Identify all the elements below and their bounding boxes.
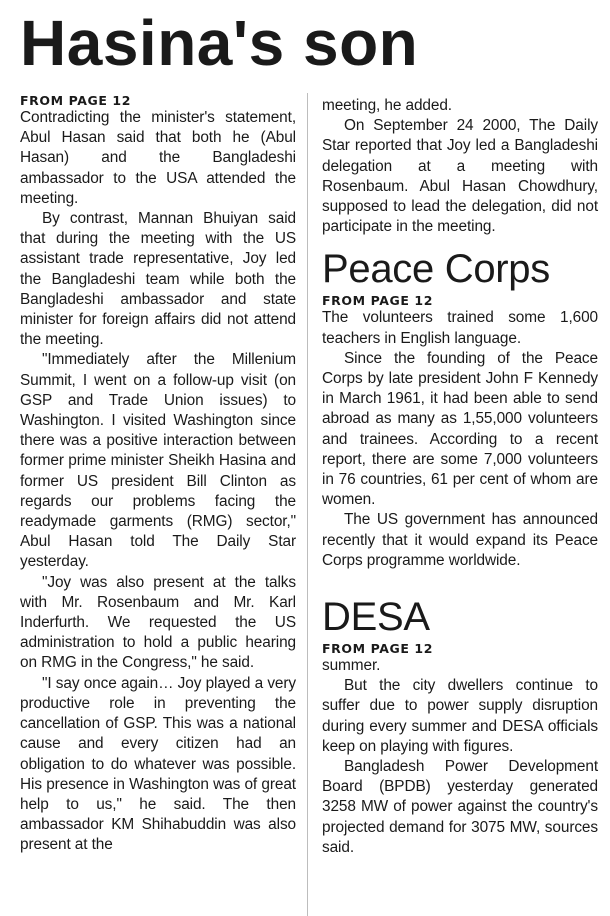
from-page-label: FROM PAGE 12 (322, 293, 434, 309)
paragraph: But the city dwellers continue to suffer due to power supply disruption during every summer and DESA officials keep on playing with figures. (322, 677, 598, 755)
column-divider (307, 93, 308, 916)
peace-corps-heading: Peace Corps (322, 247, 550, 292)
continuation-block (322, 96, 598, 237)
desa-heading: DESA (322, 595, 430, 640)
headline: Hasina's son (20, 7, 419, 79)
desa-article (322, 593, 598, 858)
peace-corps-article (322, 245, 598, 571)
paragraph: Contradicting the minister's statement, Abul Hasan said that both he (Abul Hasan) and the Bangladeshi ambassador to the USA attended the meeting. (20, 109, 296, 207)
paragraph: On September 24 2000, The Daily Star reported that Joy led a Bangladeshi delegation at a meeting with Rosenbaum. Abul Hasan Chowdhury, supposed to lead the delegation, did not participate in the meeting. (322, 117, 598, 236)
from-page-label: FROM PAGE 12 (20, 93, 132, 108)
paragraph: By contrast, Mannan Bhuiyan said that during the meeting with the US assistant trade representative, Joy led the Bangladeshi team while both the Bangladeshi ambassador and state minister for foreign affairs did not attend the meeting. (20, 210, 296, 349)
article-column-left (20, 93, 296, 856)
paragraph: "I say once again… Joy played a very productive role in preventing the cancellation of GSP. This was a national cause and every citizen had an obligation to do whatever was possible. His presence in Washington was of great help to us," he said. The then ambassador KM Shihabuddin was also present at the (20, 674, 296, 854)
paragraph: summer. (322, 657, 381, 675)
paragraph: The US government has announced recently that it would expand its Peace Corps programme worldwide. (322, 511, 598, 569)
paragraph: "Immediately after the Millenium Summit, I went on a follow-up visit (on GSP and Trade Union issues) to Washington. I visited Washington since there was a positive interaction between former prime minister Sheikh Hasina and former US president Bill Clinton as regards our problems facing the readymade garments (RMG) sector," Abul Hasan told The Daily Star yesterday. (20, 351, 296, 571)
from-page-label: FROM PAGE 12 (322, 641, 434, 657)
paragraph: "Joy was also present at the talks with Mr. Rosenbaum and Mr. Karl Inderfurth. We requested the US administration to hold a public hearing on RMG in the Congress," he said. (20, 573, 296, 672)
paragraph: Since the founding of the Peace Corps by late president John F Kennedy in March 1961, it had been able to send abroad as many as 1,55,000 volunteers and trainees. According to a recent report, there are some 7,000 volunteers in 76 countries, 61 per cent of whom are women. (322, 349, 598, 509)
continuation-line: meeting, he added. (322, 97, 452, 114)
article-column-right (322, 93, 598, 858)
paragraph: Bangladesh Power Development Board (BPDB) yesterday generated 3258 MW of power against the country's projected demand for 3075 MW, sources said. (322, 758, 598, 856)
paragraph: The volunteers trained some 1,600 teachers in English language. (322, 309, 598, 347)
